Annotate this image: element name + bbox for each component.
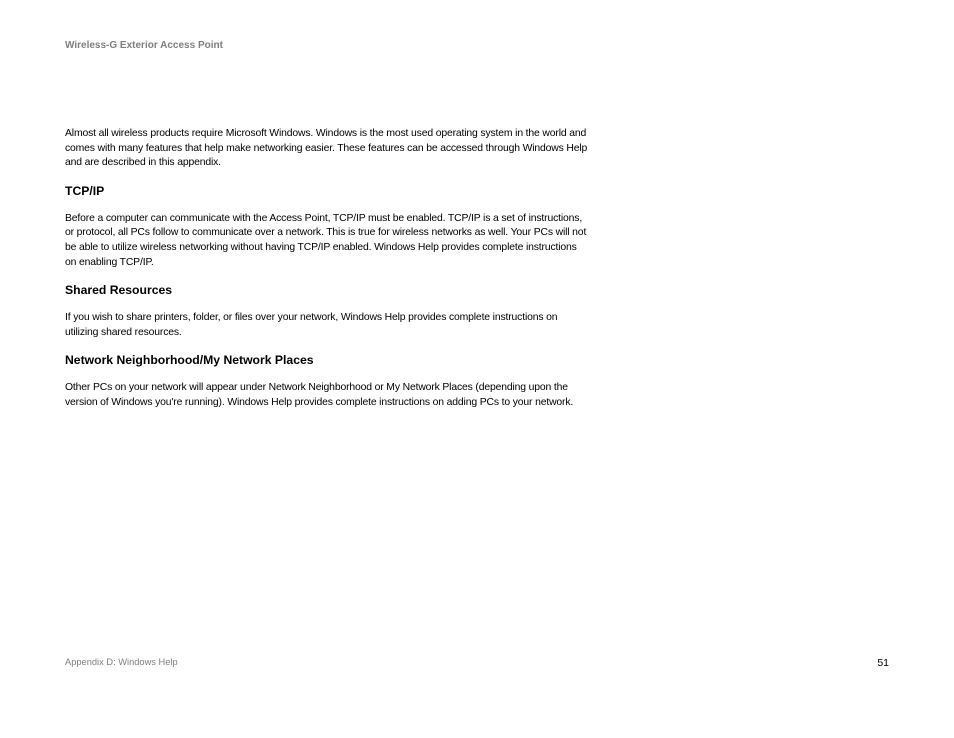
section-body-shared-resources: If you wish to share printers, folder, or files over your network, Windows Help provides complete instructions on utilizing shared resources.: [65, 312, 558, 338]
intro-paragraph: Almost all wireless products require Microsoft Windows. Windows is the most used operating system in the world and comes with many features that help make networking easier. These features can be accessed through Windows Help and are described in this appendix.: [65, 128, 588, 169]
page-header-title: Wireless-G Exterior Access Point: [65, 40, 223, 51]
footer-section-label: Appendix D: Windows Help: [65, 657, 178, 667]
section-body-network-places: Other PCs on your network will appear under Network Neighborhood or My Network Places (depending upon the version of Windows you're running). Windows Help provides complete instructions on adding PCs to your network.: [65, 382, 574, 408]
page-content: [65, 127, 590, 411]
section-heading-tcpip: TCP/IP: [65, 183, 105, 198]
section-heading-shared-resources: Shared Resources: [65, 283, 173, 298]
page-number: 51: [877, 657, 889, 669]
section-body-tcpip: Before a computer can communicate with the Access Point, TCP/IP must be enabled. TCP/IP is a set of instructions, or protocol, all PCs follow to communicate over a network. This is true for wireless networks as well. Your PCs will not be able to utilize wireless networking without having TCP/IP enabled. Windows Help provides complete instructions on enabling TCP/IP.: [65, 212, 587, 268]
section-heading-network-places: Network Neighborhood/My Network Places: [65, 353, 314, 368]
